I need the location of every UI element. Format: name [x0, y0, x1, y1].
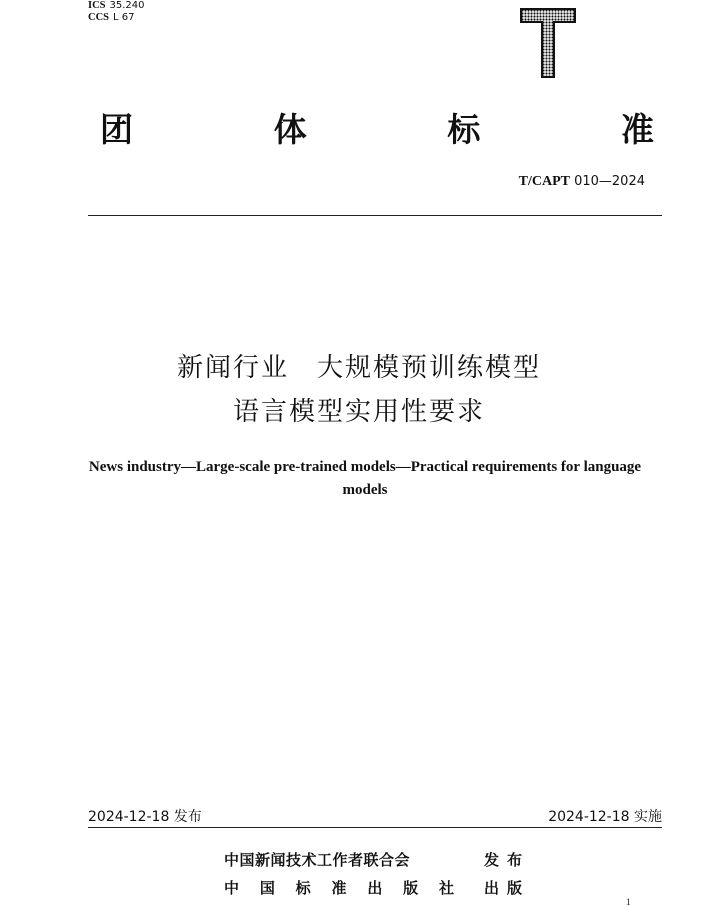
- ccs-value: L 67: [113, 12, 135, 23]
- bottom-divider: [88, 827, 662, 828]
- ics-value: 35.240: [109, 0, 145, 11]
- publish-date: 2024-12-18 发布: [88, 809, 202, 825]
- standard-number: [519, 174, 645, 190]
- english-title: News industry—Large-scale pre-trained models—Practical requirements for language models: [88, 459, 642, 498]
- chinese-title-line2: 语言模型实用性要求: [232, 397, 485, 427]
- ics-label: ICS: [88, 0, 106, 11]
- standard-type-char: 团: [100, 110, 133, 149]
- standard-number-prefix: T/CAPT: [518, 174, 570, 189]
- ccs-label: CCS: [88, 12, 110, 23]
- issuer-block: [224, 846, 530, 902]
- publisher-org-char: 社: [438, 879, 454, 897]
- ccs-code: [88, 12, 145, 24]
- standard-logo-t: [518, 6, 578, 80]
- classification-codes: [88, 0, 145, 24]
- standard-type-char: 标: [447, 110, 481, 149]
- publisher-org-char: 中: [224, 879, 240, 897]
- standard-type-char: 准: [620, 110, 654, 149]
- page-number: 1: [626, 897, 631, 907]
- chinese-title-line1: 新闻行业 大规模预训练模型: [176, 353, 541, 383]
- publisher-action: 出版: [484, 879, 531, 897]
- standard-type-char: 体: [273, 110, 307, 149]
- standard-type: [100, 104, 654, 151]
- top-divider: [88, 215, 662, 216]
- publisher-org: [224, 874, 454, 902]
- publisher-org-char: 准: [331, 879, 347, 897]
- issuer-org: 中国新闻技术工作者联合会: [224, 851, 411, 869]
- publisher-row: [224, 874, 530, 902]
- ics-code: [88, 0, 145, 12]
- publisher-org-char: 标: [295, 879, 311, 897]
- issuer-row: [224, 846, 530, 874]
- publisher-org-char: 国: [259, 879, 275, 897]
- implement-date: 2024-12-18 实施: [548, 809, 662, 825]
- issuer-action: 发布: [484, 851, 531, 869]
- date-row: [88, 806, 662, 826]
- chinese-title: [60, 346, 658, 434]
- publisher-org-char: 出: [367, 879, 383, 897]
- standard-number-value: 010—2024: [569, 174, 645, 189]
- publisher-org-char: 版: [403, 879, 419, 897]
